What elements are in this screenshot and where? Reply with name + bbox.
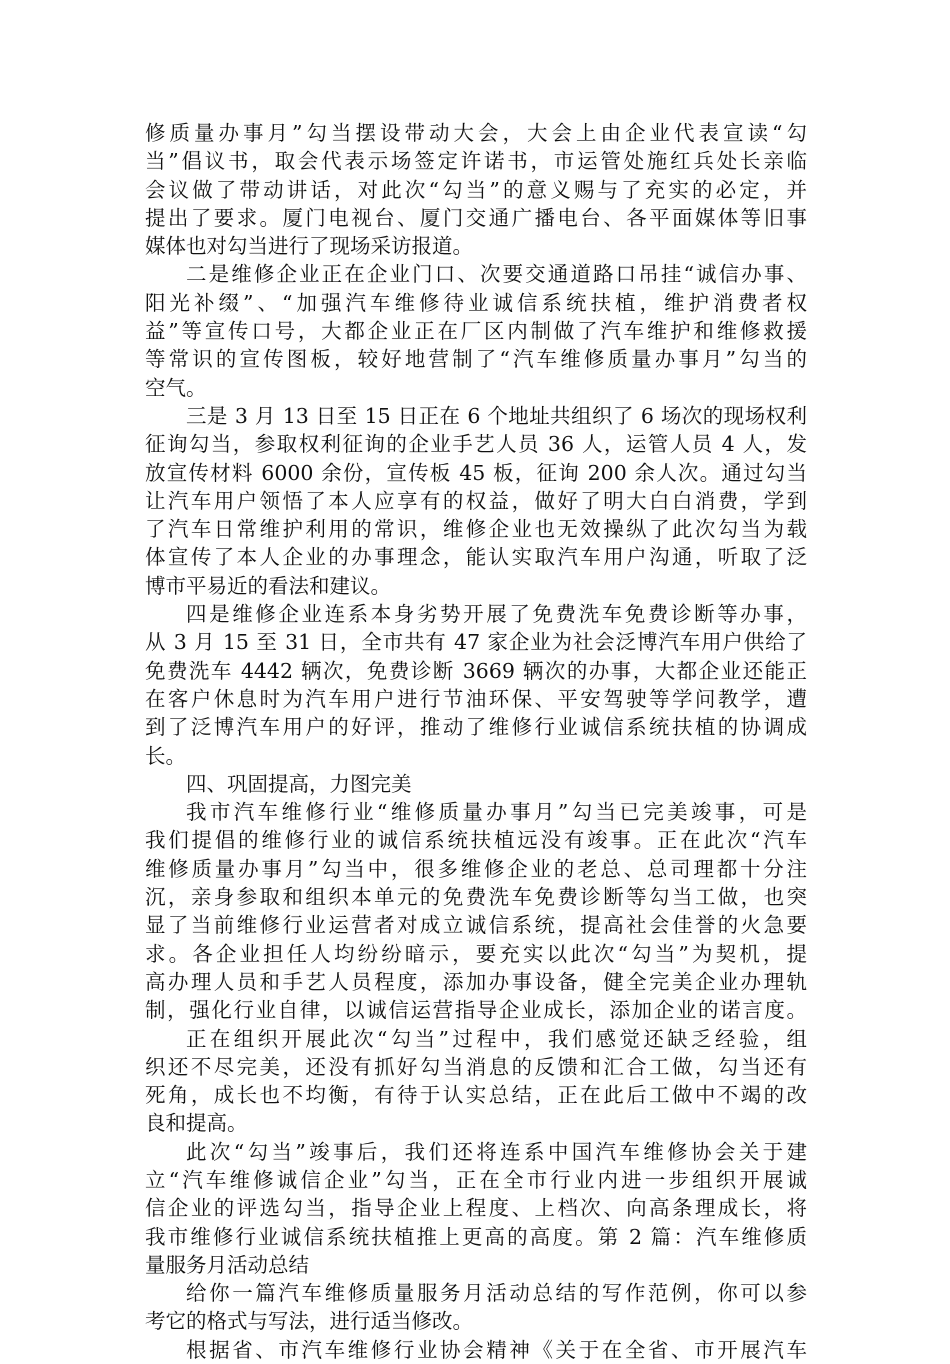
text-line: 当”倡议书，取会代表示场签定许诺书，市运管处施红兵处长亲临 [145, 149, 807, 174]
text-line: 到了泛博汽车用户的好评，推动了维修行业诚信系统扶植的协调成 [145, 715, 807, 740]
text-line: 信企业的评选勾当，指导企业上程度、上档次、向高条理成长，将 [145, 1196, 807, 1221]
text-line: 正在组织开展此次“勾当”过程中，我们感觉还缺乏经验，组 [186, 1026, 807, 1051]
text-line: 考它的格式与写法，进行适当修改。 [145, 1309, 473, 1334]
body-text [145, 119, 807, 1364]
text-line: 益”等宣传口号，大都企业正在厂区内制做了汽车维护和维修救援 [145, 319, 807, 344]
text-line: 量服务月活动总结 [145, 1252, 309, 1277]
text-line: 我们提倡的维修行业的诚信系统扶植远没有竣事。正在此次“汽车 [145, 828, 807, 853]
text-line: 沉，亲身参取和组织本单元的免费洗车免费诊断等勾当工做，也突 [145, 885, 807, 910]
text-line: 显了当前维修行业运营者对成立诚信系统，提高社会佳誉的火急要 [145, 913, 807, 938]
text-line: 高办理人员和手艺人员程度，添加办事设备，健全完美企业办理轨 [145, 969, 807, 994]
text-line: 三是 3 月 13 日至 15 日正在 6 个地址共组织了 6 场次的现场权利 [186, 403, 807, 428]
text-line: 阳光补缀”、“加强汽车维修待业诚信系统扶植，维护消费者权 [145, 290, 807, 315]
text-line: 媒体也对勾当进行了现场采访报道。 [145, 234, 473, 259]
text-line: 长。 [145, 743, 186, 768]
text-line: 会议做了带动讲话，对此次“勾当”的意义赐与了充实的必定，并 [145, 177, 807, 202]
text-line: 织还不尽完美，还没有抓好勾当消息的反馈和汇合工做，勾当还有 [145, 1054, 807, 1079]
text-line: 提出了要求。厦门电视台、厦门交通广播电台、各平面媒体等旧事 [145, 205, 807, 230]
text-line: 四、巩固提高，力图完美 [186, 771, 412, 796]
text-line: 求。各企业担任人均纷纷暗示，要充实以此次“勾当”为契机，提 [145, 941, 807, 966]
text-line: 免费洗车 4442 辆次，免费诊断 3669 辆次的办事，大都企业还能正 [145, 658, 807, 683]
text-line: 博市平易近的看法和建议。 [145, 573, 391, 598]
text-line: 死角，成长也不均衡，有待于认实总结，正在此后工做中不竭的改 [145, 1083, 807, 1108]
text-line: 从 3 月 15 至 31 日，全市共有 47 家企业为社会泛博汽车用户供给了 [145, 630, 807, 655]
text-line: 体宣传了本人企业的办事理念，能认实取汽车用户沟通，听取了泛 [145, 545, 807, 570]
text-line: 良和提高。 [145, 1111, 248, 1136]
text-line: 我市维修行业诚信系统扶植推上更高的高度。第 2 篇：汽车维修质 [145, 1224, 807, 1249]
text-line: 根据省、市汽车维修行业协会精神《关于在全省、市开展汽车 [186, 1337, 807, 1362]
text-line: 空气。 [145, 375, 207, 400]
text-line: 立“汽车维修诚信企业”勾当，正在全市行业内进一步组织开展诚 [145, 1167, 807, 1192]
text-line: 维修质量办事月”勾当中，很多维修企业的老总、总司理都十分注 [145, 856, 807, 881]
text-line: 修质量办事月”勾当摆设带动大会，大会上由企业代表宣读“勾 [145, 121, 807, 145]
text-line: 此次“勾当”竣事后，我们还将连系中国汽车维修协会关于建 [186, 1139, 807, 1164]
text-line: 了汽车日常维护利用的常识，维修企业也无效操纵了此次勾当为载 [145, 517, 807, 542]
text-line: 给你一篇汽车维修质量服务月活动总结的写作范例，你可以参 [186, 1281, 807, 1306]
text-line: 二是维修企业正在企业门口、次要交通道路口吊挂“诚信办事、 [186, 262, 807, 287]
text-line: 制，强化行业自律，以诚信运营指导企业成长，添加企业的诺言度。 [145, 998, 807, 1023]
text-line: 征询勾当，参取权利征询的企业手艺人员 36 人，运管人员 4 人，发 [145, 432, 807, 457]
text-line: 在客户休息时为汽车用户进行节油环保、平安驾驶等学问教学，遭 [145, 686, 807, 711]
text-line: 四是维修企业连系本身劣势开展了免费洗车免费诊断等办事， [186, 602, 807, 627]
text-line: 让汽车用户领悟了本人应享有的权益，做好了明大白白消费，学到 [145, 488, 807, 513]
text-line: 等常识的宣传图板，较好地营制了“汽车维修质量办事月”勾当的 [145, 347, 807, 372]
text-line: 我市汽车维修行业“维修质量办事月”勾当已完美竣事，可是 [186, 800, 807, 825]
text-line: 放宣传材料 6000 余份，宣传板 45 板，征询 200 余人次。通过勾当 [145, 460, 807, 485]
